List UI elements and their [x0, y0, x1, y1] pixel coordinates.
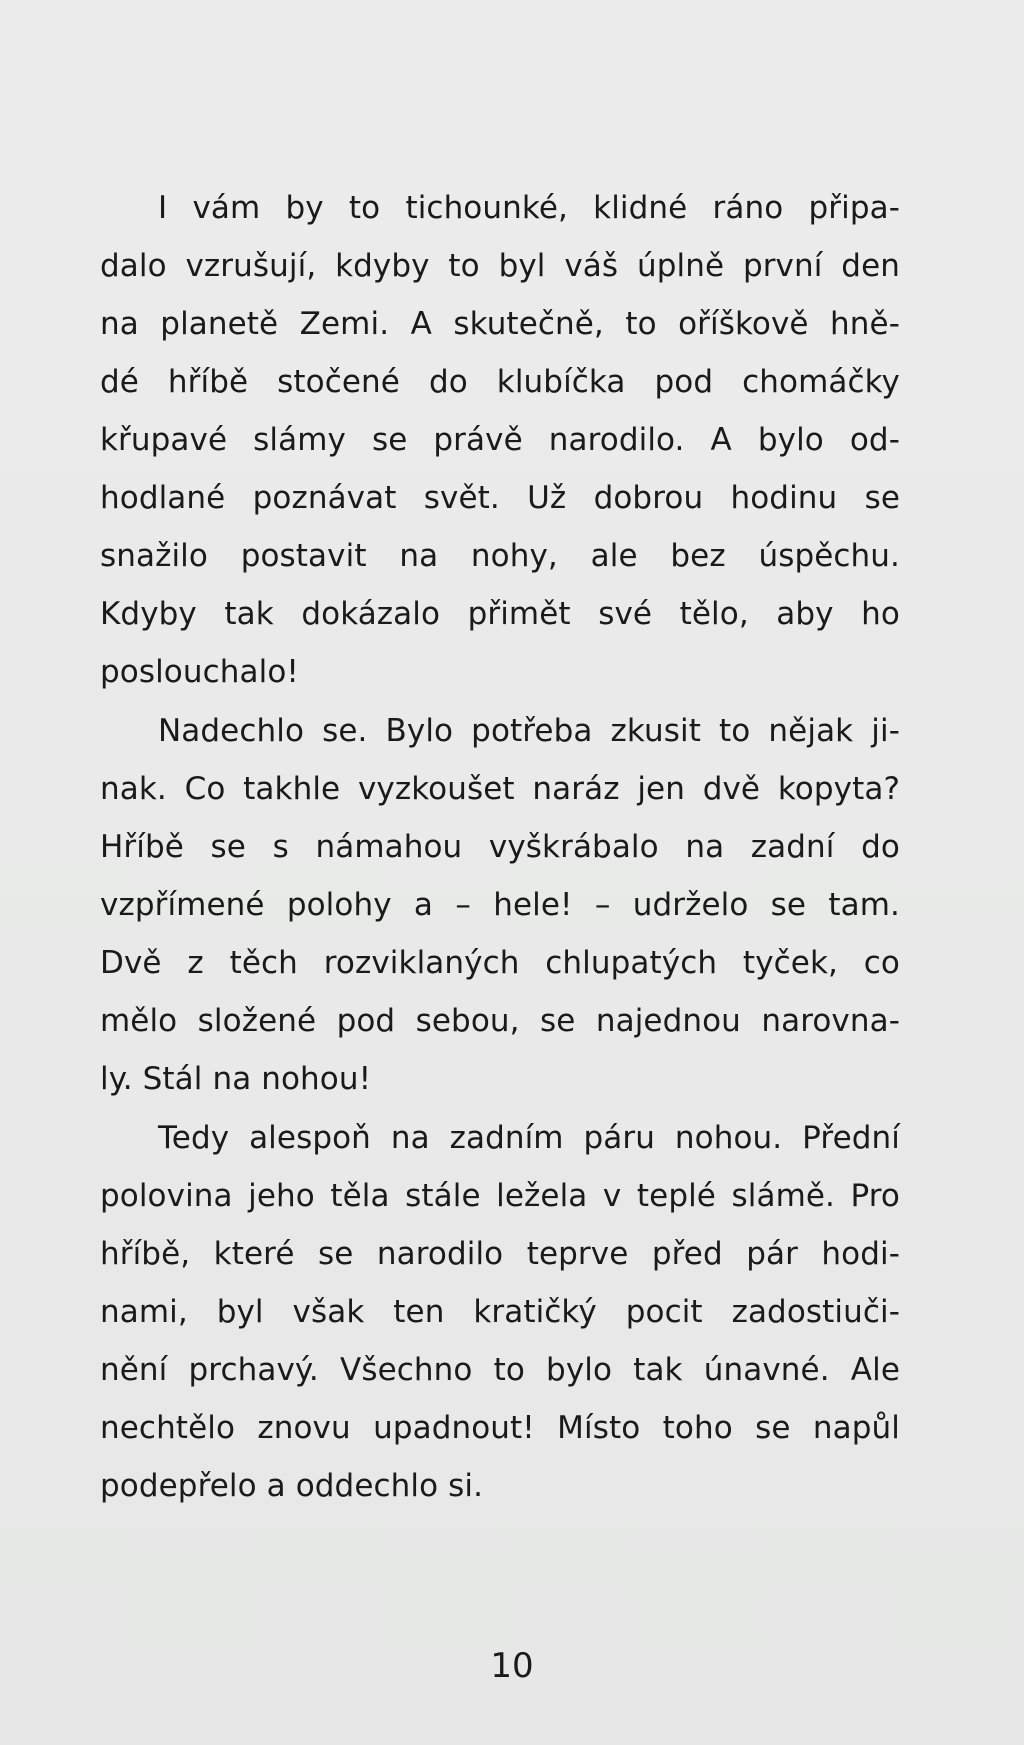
text-line: dalo vzrušují, kdyby to byl váš úplně první den [100, 248, 900, 284]
text-line: nění prchavý. Všechno to bylo tak únavné. Ale [100, 1352, 900, 1388]
text-line: nami, byl však ten kratičký pocit zadostiuči- [100, 1294, 900, 1330]
text-line: hodlané poznávat svět. Už dobrou hodinu se [100, 480, 900, 516]
text-line: nak. Co takhle vyzkoušet naráz jen dvě kopyta? [100, 771, 900, 807]
text-line: vzpřímené polohy a – hele! – udrželo se tam. [100, 887, 900, 923]
text-line: Dvě z těch rozviklaných chlupatých tyček, co [100, 945, 900, 981]
text-line: ly. Stál na nohou! [100, 1061, 372, 1097]
text-line: poslouchalo! [100, 654, 299, 690]
text-line: Nadechlo se. Bylo potřeba zkusit to nějak ji- [158, 713, 900, 749]
text-line: křupavé slámy se právě narodilo. A bylo od- [100, 422, 900, 458]
text-line: Kdyby tak dokázalo přimět své tělo, aby ho [100, 596, 900, 632]
text-line: dé hříbě stočené do klubíčka pod chomáčky [100, 364, 900, 400]
text-line: Hříbě se s námahou vyškrábalo na zadní do [100, 829, 900, 865]
text-line: Tedy alespoň na zadním páru nohou. Přední [158, 1120, 900, 1156]
text-line: podepřelo a oddechlo si. [100, 1468, 484, 1504]
text-line: mělo složené pod sebou, se najednou narovna- [100, 1003, 900, 1039]
text-line: hříbě, které se narodilo teprve před pár hodi- [100, 1236, 900, 1272]
text-line: na planetě Zemi. A skutečně, to oříškově hně- [100, 306, 900, 342]
text-line: nechtělo znovu upadnout! Místo toho se napůl [100, 1410, 900, 1446]
text-line: I vám by to tichounké, klidné ráno připa- [158, 190, 900, 226]
page-number: 10 [490, 1646, 534, 1686]
text-line: snažilo postavit na nohy, ale bez úspěchu. [100, 538, 900, 574]
text-line: polovina jeho těla stále ležela v teplé slámě. Pro [100, 1178, 900, 1214]
